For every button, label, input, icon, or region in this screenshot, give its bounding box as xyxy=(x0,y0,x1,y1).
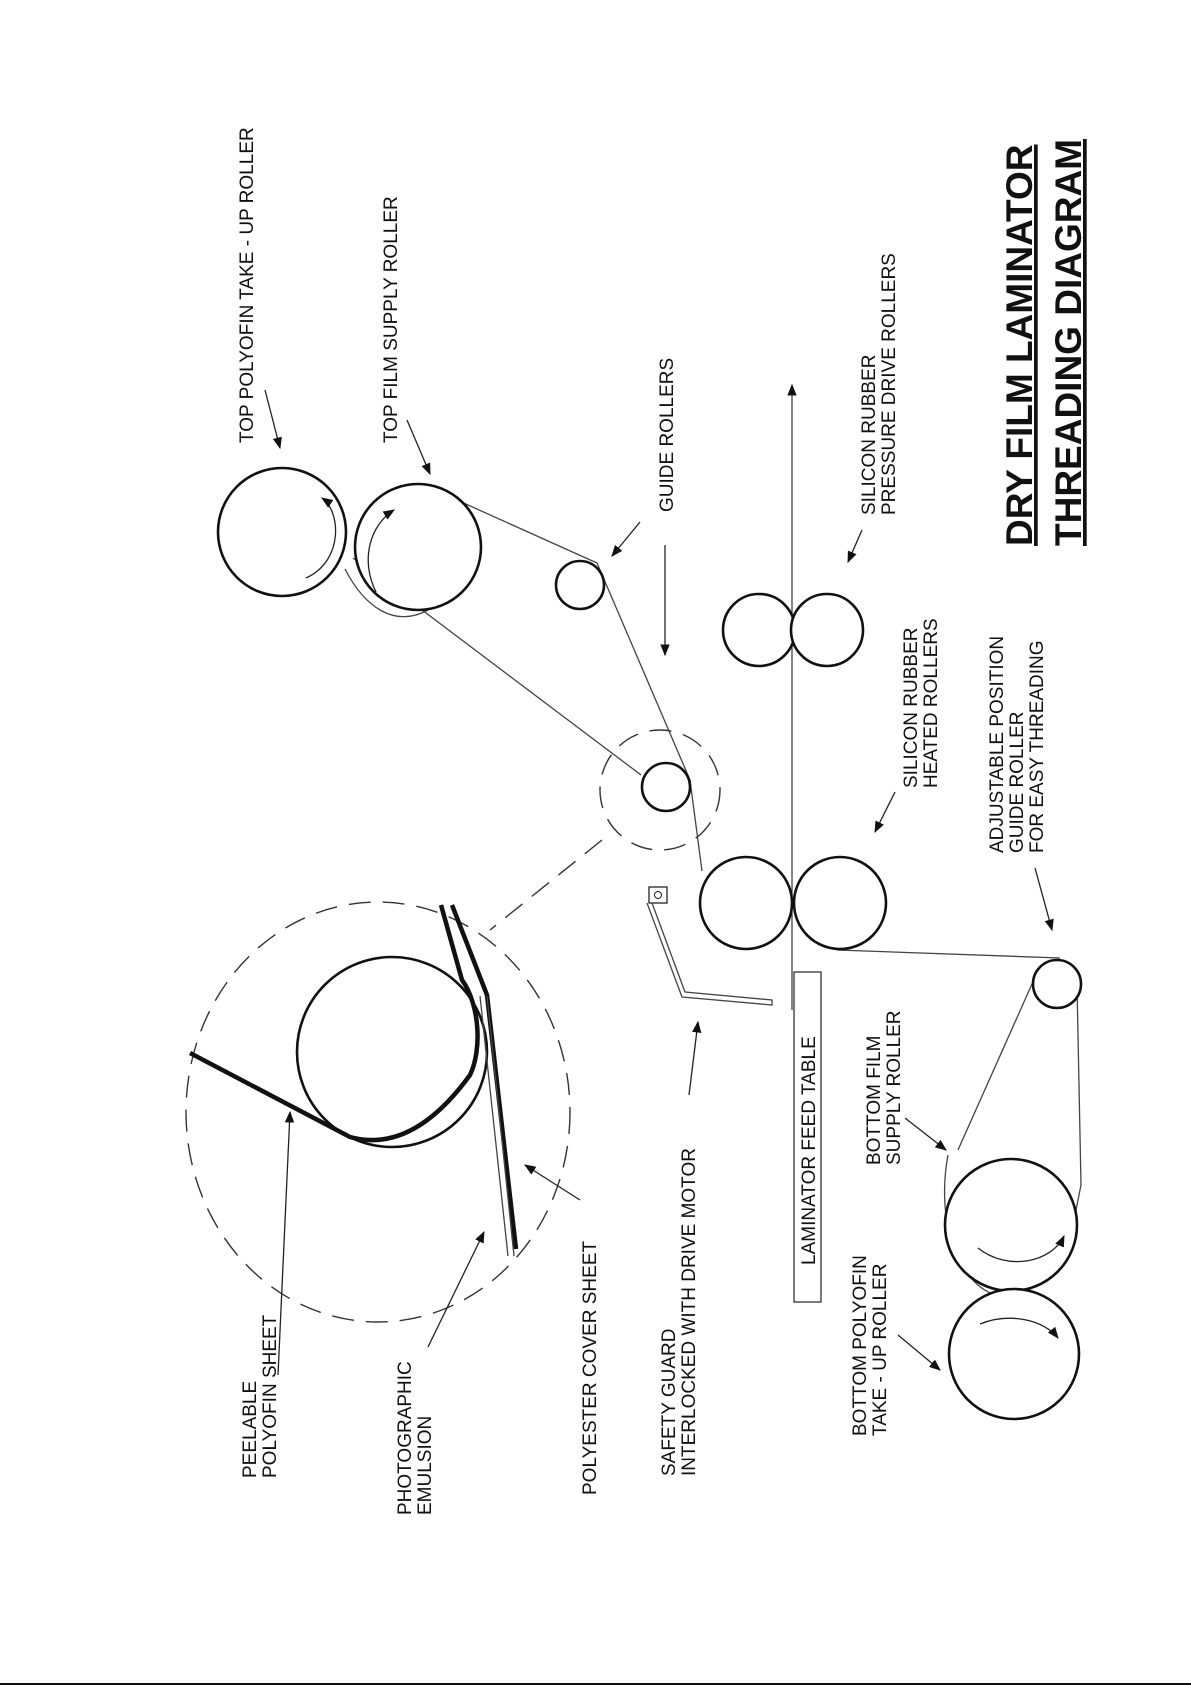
label-bottom-take-up-line1: BOTTOM POLYOFIN xyxy=(850,1255,871,1436)
detail-roller xyxy=(297,957,487,1147)
label-guide-rollers: GUIDE ROLLERS xyxy=(657,357,678,512)
bottom-film-path-left xyxy=(958,975,1036,1150)
label-polyester: POLYESTER COVER SHEET xyxy=(580,1240,601,1495)
label-feed-table: LAMINATOR FEED TABLE xyxy=(799,1036,820,1265)
label-pressure-line2: PRESSURE DRIVE ROLLERS xyxy=(879,253,900,515)
label-adjustable-line1: ADJUSTABLE POSITION xyxy=(987,635,1008,853)
label-bottom-supply-line2: SUPPLY ROLLER xyxy=(884,1010,905,1165)
heated-roller-right xyxy=(794,857,886,949)
photographic-emulsion xyxy=(487,996,514,1256)
top-polyofin-take-up-roller xyxy=(218,468,346,596)
label-emulsion-line1: PHOTOGRAPHIC xyxy=(395,1361,416,1515)
label-heated-line2: HEATED ROLLERS xyxy=(921,618,942,788)
top-film-path-upper xyxy=(448,496,702,871)
label-heated-line1: SILICON RUBBER xyxy=(901,627,922,788)
pressure-drive-roller-left xyxy=(723,594,795,666)
label-top-take-up: TOP POLYOFIN TAKE - UP ROLLER xyxy=(237,127,258,443)
pressure-drive-roller-right xyxy=(791,594,863,666)
label-bottom-take-up-line2: TAKE - UP ROLLER xyxy=(870,1263,891,1436)
label-emulsion-line2: EMULSION xyxy=(415,1415,436,1515)
bottom-film-supply-roller xyxy=(945,1159,1077,1291)
safety-guard-switch xyxy=(649,887,667,903)
bottom-polyofin-take-up-roller xyxy=(949,1289,1079,1419)
label-peelable-line1: PEELABLE xyxy=(240,1380,261,1478)
label-pressure-line1: SILICON RUBBER xyxy=(859,354,880,515)
diagram-title-line1: DRY FILM LAMINATOR xyxy=(999,144,1040,546)
label-bottom-supply-line1: BOTTOM FILM xyxy=(864,1035,885,1165)
label-safety-line1: SAFETY GUARD xyxy=(659,1328,680,1476)
labels xyxy=(237,127,1089,1515)
detail-connector xyxy=(490,840,602,930)
heated-roller-left xyxy=(700,857,792,949)
guide-roller-lower xyxy=(642,763,690,811)
top-film-supply-roller xyxy=(355,484,481,610)
label-peelable-line2: POLYOFIN SHEET xyxy=(260,1314,281,1478)
adjustable-guide-roller xyxy=(1033,960,1081,1008)
bottom-film-path-upper xyxy=(837,950,1060,958)
detail-content xyxy=(190,905,516,1256)
label-adjustable-line3: FOR EASY THREADING xyxy=(1027,640,1048,853)
label-adjustable-line2: GUIDE ROLLER xyxy=(1007,711,1028,853)
diagram-title-line2: THREADING DIAGRAM xyxy=(1048,139,1089,546)
label-safety-line2: INTERLOCKED WITH DRIVE MOTOR xyxy=(679,1148,700,1476)
guide-roller-upper xyxy=(556,561,604,609)
rollers xyxy=(218,468,1081,1419)
label-top-supply: TOP FILM SUPPLY ROLLER xyxy=(381,196,402,443)
